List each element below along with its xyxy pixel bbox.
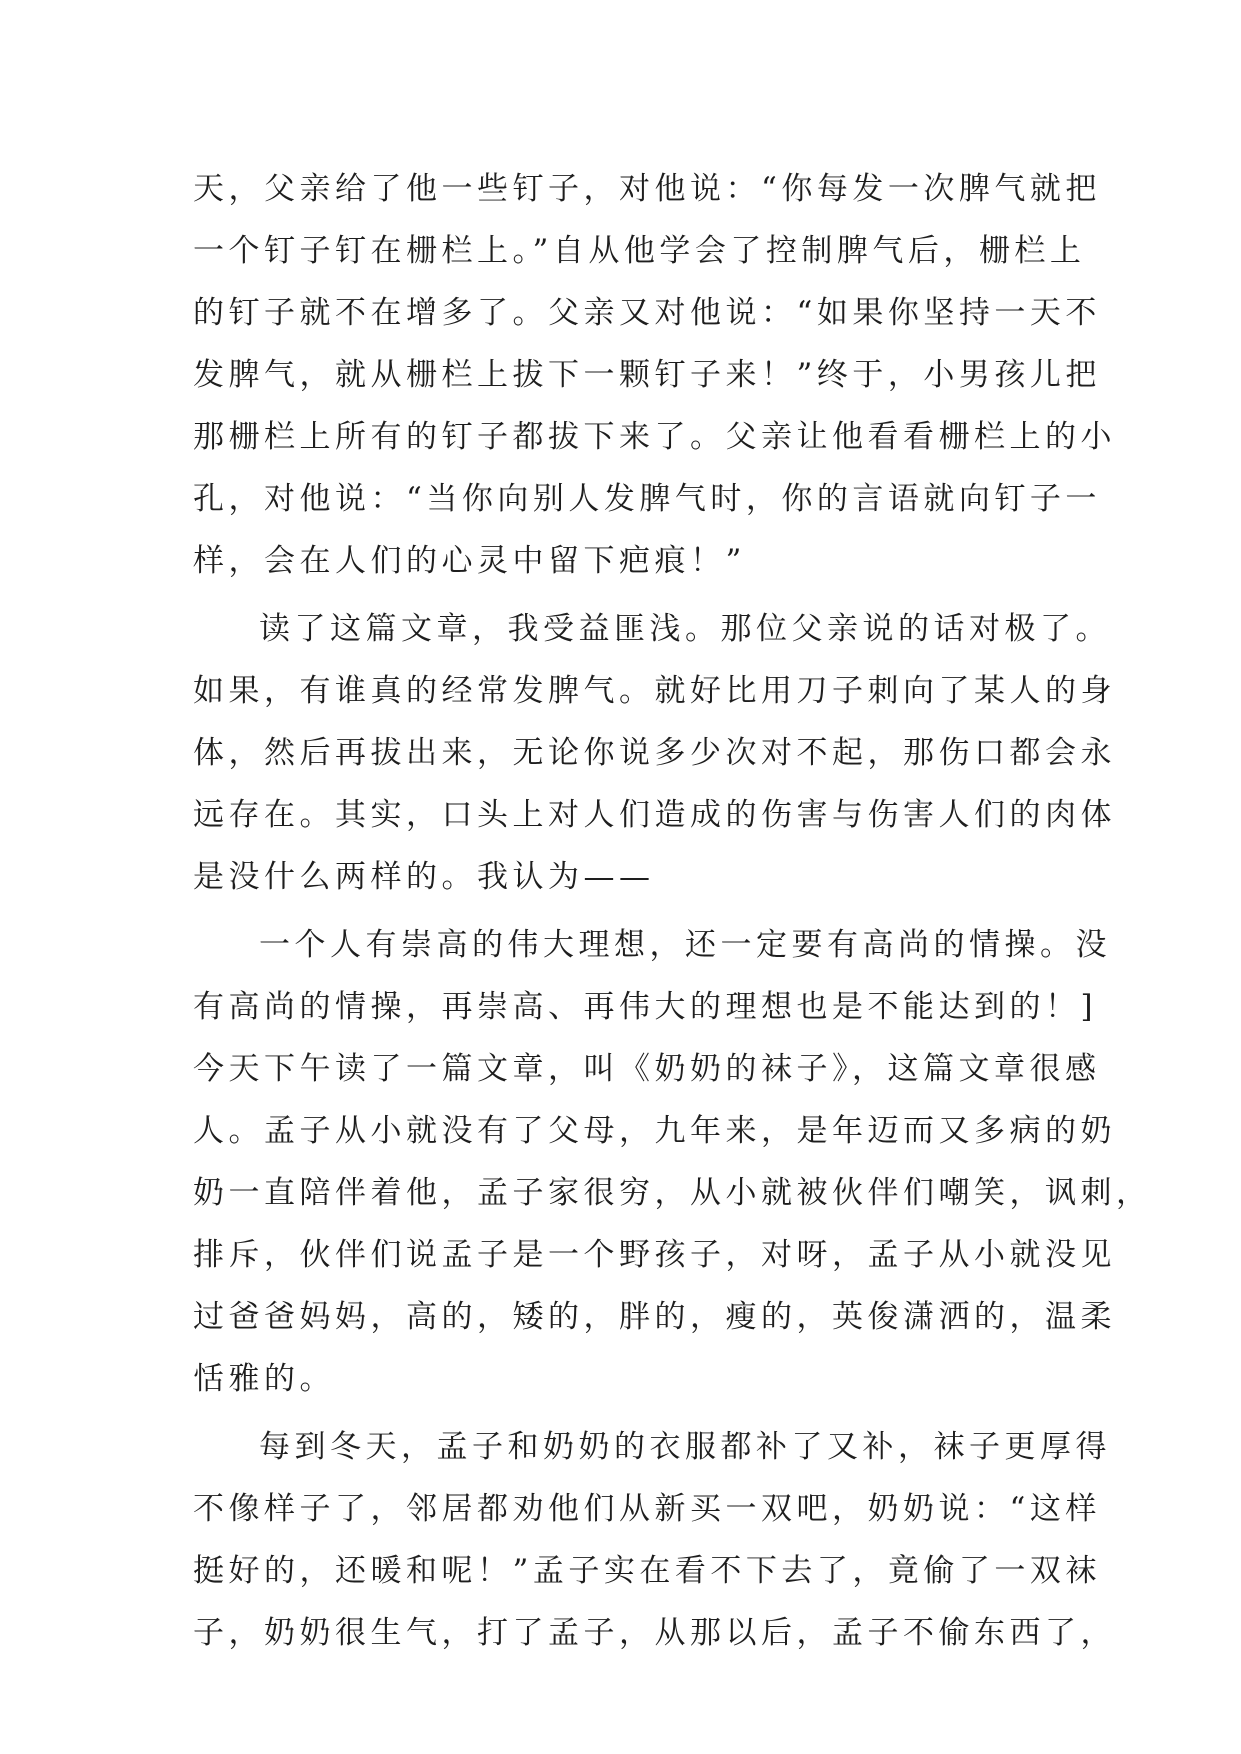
text-line: 每到冬天，孟子和奶奶的衣服都补了又补，袜子更厚得 (259, 1429, 1111, 1465)
text-line: 今天下午读了一篇文章，叫《奶奶的袜子》，这篇文章很感 (193, 1051, 1101, 1087)
text-line: 发脾气，就从栅栏上拔下一颗钉子来！”终于，小男孩儿把 (193, 357, 1101, 393)
paragraph-1 (193, 158, 1116, 592)
text-line: 子，奶奶很生气，打了孟子，从那以后，孟子不偷东西了， (193, 1615, 1116, 1651)
text-line: 那栅栏上所有的钉子都拔下来了。父亲让他看看栅栏上的小 (193, 419, 1116, 455)
text-line: 样，会在人们的心灵中留下疤痕！” (193, 543, 746, 579)
text-line: 挺好的，还暖和呢！”孟子实在看不下去了，竟偷了一双袜 (193, 1553, 1101, 1589)
text-line: 人。孟子从小就没有了父母，九年来，是年迈而又多病的奶 (193, 1113, 1116, 1149)
text-line: 奶一直陪伴着他，孟子家很穷，从小就被伙伴们嘲笑，讽刺， (193, 1175, 1152, 1211)
text-line: 天，父亲给了他一些钉子，对他说：“你每发一次脾气就把 (193, 171, 1101, 207)
text-line: 恬雅的。 (193, 1361, 335, 1397)
paragraph-3 (193, 914, 1152, 1410)
text-line: 不像样子了，邻居都劝他们从新买一双吧，奶奶说：“这样 (193, 1491, 1101, 1527)
paragraph-4 (193, 1416, 1116, 1664)
document-body (193, 158, 1152, 1664)
text-line: 如果，有谁真的经常发脾气。就好比用刀子刺向了某人的身 (193, 673, 1116, 709)
text-line: 远存在。其实，口头上对人们造成的伤害与伤害人们的肉体 (193, 797, 1116, 833)
text-line: 一个人有崇高的伟大理想，还一定要有高尚的情操。没 (259, 927, 1111, 963)
text-line: 读了这篇文章，我受益匪浅。那位父亲说的话对极了。 (259, 611, 1111, 647)
text-line: 是没什么两样的。我认为—— (193, 859, 655, 895)
text-line: 孔，对他说：“当你向别人发脾气时，你的言语就向钉子一 (193, 481, 1101, 517)
text-line: 过爸爸妈妈，高的，矮的，胖的，瘦的，英俊潇洒的，温柔 (193, 1299, 1116, 1335)
text-line: 一个钉子钉在栅栏上。”自从他学会了控制脾气后，栅栏上 (193, 233, 1086, 269)
text-line: 体，然后再拔出来，无论你说多少次对不起，那伤口都会永 (193, 735, 1116, 771)
paragraph-2 (193, 598, 1116, 908)
text-line: 的钉子就不在增多了。父亲又对他说：“如果你坚持一天不 (193, 295, 1101, 331)
text-line: 有高尚的情操，再崇高、再伟大的理想也是不能达到的！] (193, 989, 1098, 1025)
text-line: 排斥，伙伴们说孟子是一个野孩子，对呀，孟子从小就没见 (193, 1237, 1116, 1273)
